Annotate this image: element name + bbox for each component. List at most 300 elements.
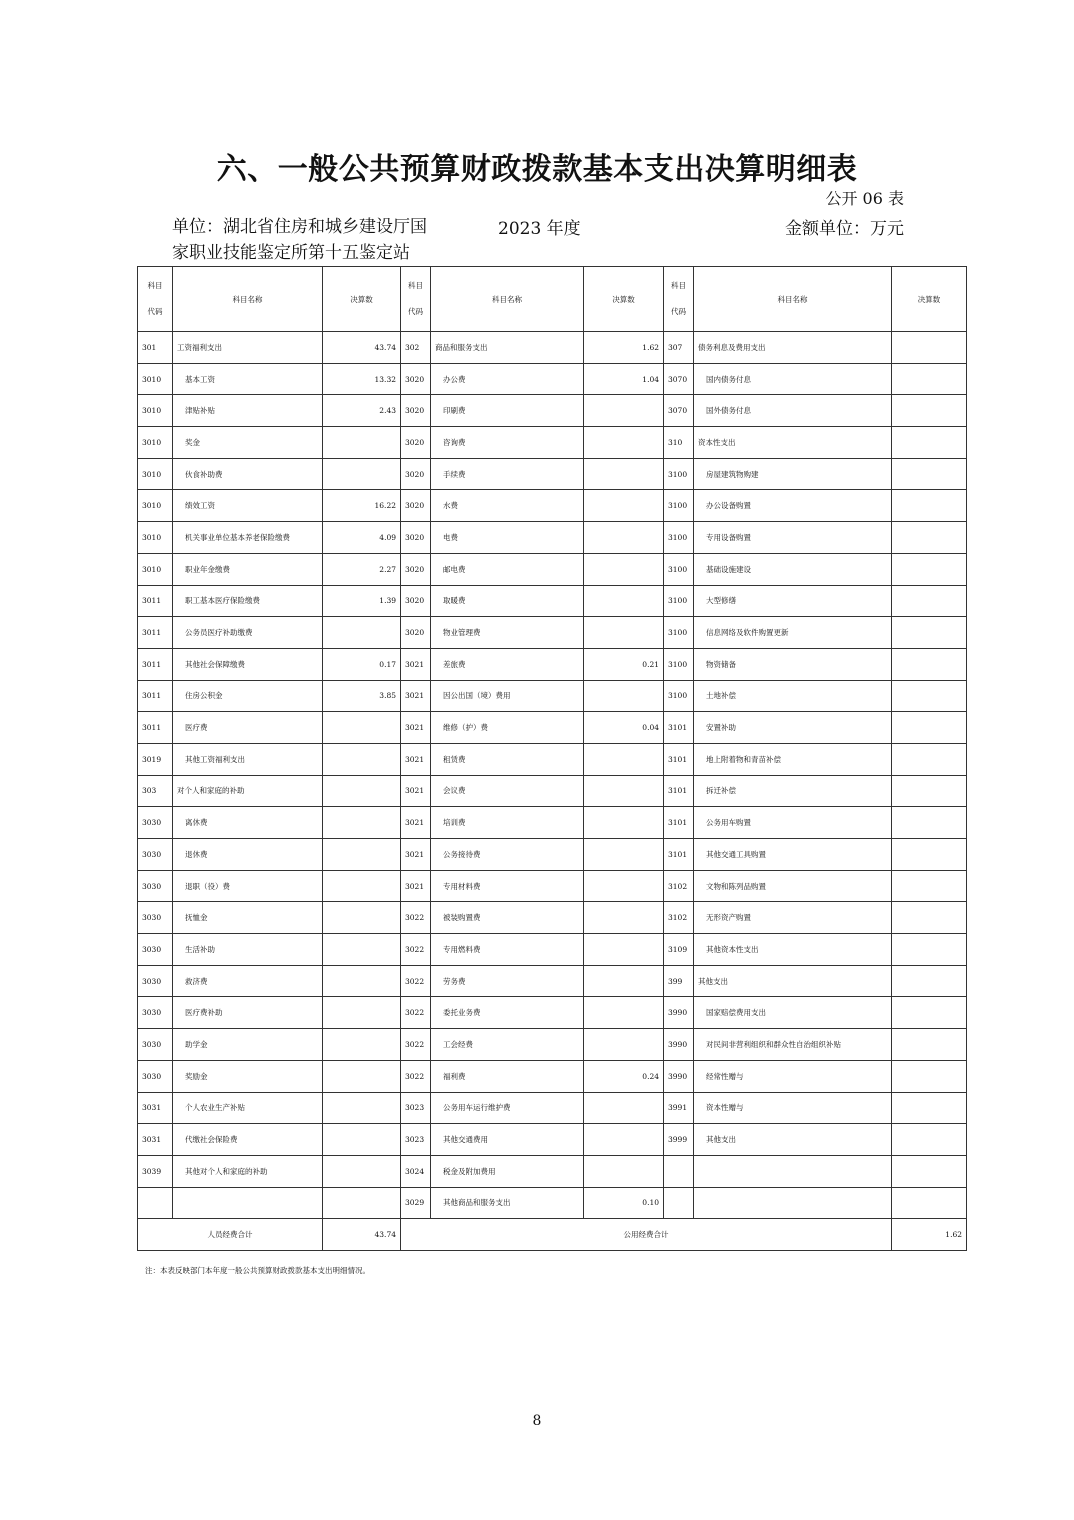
name-cell: 国内债务付息 (694, 363, 892, 395)
amount-cell (892, 648, 967, 680)
amount-cell (584, 1124, 664, 1156)
name-cell: 职工基本医疗保险缴费 (173, 585, 323, 617)
name-cell: 助学金 (173, 1029, 323, 1061)
table-row (138, 648, 967, 680)
name-cell: 专用材料费 (431, 870, 584, 902)
amount-cell (584, 1092, 664, 1124)
amount-cell: 1.39 (323, 585, 401, 617)
amount-cell (323, 1187, 401, 1219)
name-cell: 专用燃料费 (431, 934, 584, 966)
amount-cell (584, 934, 664, 966)
code-cell: 3101 (664, 712, 694, 744)
name-cell: 资本性赠与 (694, 1092, 892, 1124)
code-cell: 3999 (664, 1124, 694, 1156)
table-row (138, 1155, 967, 1187)
totals-row (138, 1219, 967, 1251)
name-cell: 基本工资 (173, 363, 323, 395)
amount-cell (892, 1029, 967, 1061)
name-cell: 拆迁补偿 (694, 775, 892, 807)
code-cell (664, 1155, 694, 1187)
code-cell: 3100 (664, 585, 694, 617)
name-cell: 大型修缮 (694, 585, 892, 617)
code-cell: 3100 (664, 490, 694, 522)
code-cell (664, 1187, 694, 1219)
name-cell: 其他资本性支出 (694, 934, 892, 966)
table-row (138, 743, 967, 775)
name-cell (694, 1187, 892, 1219)
code-cell: 3100 (664, 617, 694, 649)
name-cell: 生活补助 (173, 934, 323, 966)
amount-cell (584, 775, 664, 807)
footnote: 注：本表反映部门本年度一般公共预算财政拨款基本支出明细情况。 (145, 1266, 370, 1275)
name-cell: 工会经费 (431, 1029, 584, 1061)
code-cell: 3011 (138, 648, 173, 680)
amount-cell: 3.85 (323, 680, 401, 712)
name-cell: 津贴补贴 (173, 395, 323, 427)
name-cell: 其他社会保障缴费 (173, 648, 323, 680)
code-cell: 3070 (664, 363, 694, 395)
amount-cell (584, 902, 664, 934)
name-cell: 办公设备购置 (694, 490, 892, 522)
name-cell: 物业管理费 (431, 617, 584, 649)
name-cell: 专用设备购置 (694, 522, 892, 554)
amount-cell: 16.22 (323, 490, 401, 522)
code-cell: 3023 (401, 1124, 431, 1156)
table-row (138, 332, 967, 364)
name-cell: 离休费 (173, 807, 323, 839)
code-cell: 3020 (401, 490, 431, 522)
name-cell: 基础设施建设 (694, 553, 892, 585)
code-cell: 3023 (401, 1092, 431, 1124)
name-cell: 救济费 (173, 965, 323, 997)
amount-cell: 0.24 (584, 1060, 664, 1092)
amount-cell (323, 934, 401, 966)
amount-cell (584, 965, 664, 997)
amount-cell (323, 427, 401, 459)
table-row (138, 617, 967, 649)
code-cell: 3022 (401, 1029, 431, 1061)
amount-cell (892, 332, 967, 364)
name-cell: 无形资产购置 (694, 902, 892, 934)
name-cell: 办公费 (431, 363, 584, 395)
name-cell: 医疗费 (173, 712, 323, 744)
name-cell: 住房公积金 (173, 680, 323, 712)
amount-cell: 2.43 (323, 395, 401, 427)
code-cell: 3011 (138, 585, 173, 617)
amount-cell (892, 997, 967, 1029)
name-cell: 奖金 (173, 427, 323, 459)
name-cell: 信息网络及软件购置更新 (694, 617, 892, 649)
name-cell: 个人农业生产补贴 (173, 1092, 323, 1124)
code-cell: 3102 (664, 870, 694, 902)
amount-cell (323, 965, 401, 997)
name-cell: 债务利息及费用支出 (694, 332, 892, 364)
header-amount-2: 决算数 (584, 267, 664, 332)
code-cell: 3109 (664, 934, 694, 966)
name-cell: 奖励金 (173, 1060, 323, 1092)
code-cell: 3010 (138, 458, 173, 490)
reporting-unit-line2: 家职业技能鉴定所第十五鉴定站 (172, 243, 410, 263)
name-cell: 机关事业单位基本养老保险缴费 (173, 522, 323, 554)
name-cell: 商品和服务支出 (431, 332, 584, 364)
code-cell: 3101 (664, 775, 694, 807)
table-row (138, 680, 967, 712)
amount-cell (892, 902, 967, 934)
amount-cell (584, 1029, 664, 1061)
name-cell: 其他交通费用 (431, 1124, 584, 1156)
code-cell: 3021 (401, 712, 431, 744)
table-row (138, 490, 967, 522)
header-name-1: 科目名称 (173, 267, 323, 332)
code-cell: 3030 (138, 1029, 173, 1061)
name-cell: 公务员医疗补助缴费 (173, 617, 323, 649)
code-cell: 3020 (401, 522, 431, 554)
name-cell: 福利费 (431, 1060, 584, 1092)
name-cell: 公务用车购置 (694, 807, 892, 839)
table-row (138, 585, 967, 617)
amount-cell (323, 1092, 401, 1124)
amount-cell (892, 363, 967, 395)
name-cell: 取暖费 (431, 585, 584, 617)
table-row (138, 902, 967, 934)
amount-cell (584, 458, 664, 490)
amount-cell: 0.21 (584, 648, 664, 680)
amount-cell (584, 680, 664, 712)
amount-cell (584, 585, 664, 617)
money-unit: 金额单位：万元 (785, 219, 904, 239)
code-cell: 3100 (664, 680, 694, 712)
table-row (138, 1092, 967, 1124)
amount-cell (323, 712, 401, 744)
code-cell: 399 (664, 965, 694, 997)
table-row (138, 458, 967, 490)
name-cell: 手续费 (431, 458, 584, 490)
code-cell: 3010 (138, 490, 173, 522)
code-cell: 3030 (138, 997, 173, 1029)
public-total-value: 1.62 (892, 1219, 967, 1251)
table-row (138, 807, 967, 839)
amount-cell (584, 522, 664, 554)
name-cell: 税金及附加费用 (431, 1155, 584, 1187)
table-row (138, 395, 967, 427)
amount-cell (323, 617, 401, 649)
name-cell: 其他商品和服务支出 (431, 1187, 584, 1219)
amount-cell (584, 395, 664, 427)
header-code-top: 科目 (408, 281, 423, 290)
code-cell: 310 (664, 427, 694, 459)
code-cell: 3100 (664, 458, 694, 490)
code-cell: 3100 (664, 522, 694, 554)
code-cell: 3101 (664, 743, 694, 775)
table-row (138, 522, 967, 554)
table-row (138, 997, 967, 1029)
header-code-bottom: 代码 (147, 307, 163, 316)
code-cell: 3020 (401, 427, 431, 459)
personnel-total-label: 人员经费合计 (138, 1219, 323, 1251)
table-row (138, 1060, 967, 1092)
name-cell: 房屋建筑物购建 (694, 458, 892, 490)
amount-cell: 0.04 (584, 712, 664, 744)
code-cell: 302 (401, 332, 431, 364)
amount-cell (892, 490, 967, 522)
code-cell: 3020 (401, 553, 431, 585)
name-cell: 退职（役）费 (173, 870, 323, 902)
name-cell: 国外债务付息 (694, 395, 892, 427)
code-cell: 3022 (401, 997, 431, 1029)
public-total-label: 公用经费合计 (401, 1219, 892, 1251)
amount-cell (584, 870, 664, 902)
name-cell: 公务用车运行维护费 (431, 1092, 584, 1124)
name-cell: 电费 (431, 522, 584, 554)
amount-cell: 1.62 (584, 332, 664, 364)
code-cell: 3011 (138, 617, 173, 649)
code-cell: 3021 (401, 743, 431, 775)
code-cell: 3990 (664, 1060, 694, 1092)
amount-cell (892, 839, 967, 871)
code-cell: 3030 (138, 870, 173, 902)
amount-cell (892, 680, 967, 712)
header-code-bottom: 代码 (408, 307, 423, 316)
name-cell: 工资福利支出 (173, 332, 323, 364)
table-row (138, 839, 967, 871)
code-cell: 301 (138, 332, 173, 364)
table-row (138, 775, 967, 807)
amount-cell (323, 807, 401, 839)
name-cell (694, 1155, 892, 1187)
amount-cell (892, 1092, 967, 1124)
expenditure-detail-table (137, 266, 967, 1251)
table-row (138, 1029, 967, 1061)
amount-cell (892, 1187, 967, 1219)
code-cell: 3021 (401, 648, 431, 680)
code-cell: 3101 (664, 839, 694, 871)
code-cell: 3070 (664, 395, 694, 427)
fiscal-year: 2023 年度 (498, 219, 581, 239)
code-cell: 3030 (138, 965, 173, 997)
code-cell: 3011 (138, 680, 173, 712)
code-cell: 3010 (138, 427, 173, 459)
code-cell: 3031 (138, 1124, 173, 1156)
name-cell: 医疗费补助 (173, 997, 323, 1029)
amount-cell (323, 743, 401, 775)
amount-cell (892, 617, 967, 649)
amount-cell (892, 965, 967, 997)
amount-cell: 1.04 (584, 363, 664, 395)
name-cell: 咨询费 (431, 427, 584, 459)
amount-cell (323, 902, 401, 934)
name-cell: 绩效工资 (173, 490, 323, 522)
code-cell: 3039 (138, 1155, 173, 1187)
table-row (138, 363, 967, 395)
amount-cell (584, 743, 664, 775)
code-cell: 3019 (138, 743, 173, 775)
name-cell: 其他支出 (694, 1124, 892, 1156)
table-row (138, 712, 967, 744)
code-cell: 3020 (401, 395, 431, 427)
name-cell: 其他工资福利支出 (173, 743, 323, 775)
code-cell: 3021 (401, 807, 431, 839)
header-amount-3: 决算数 (892, 267, 967, 332)
name-cell: 劳务费 (431, 965, 584, 997)
name-cell: 国家赔偿费用支出 (694, 997, 892, 1029)
table-row (138, 965, 967, 997)
amount-cell (892, 1124, 967, 1156)
code-cell: 3030 (138, 934, 173, 966)
amount-cell (584, 617, 664, 649)
form-number: 公开 06 表 (825, 189, 904, 208)
amount-cell (584, 807, 664, 839)
name-cell: 退休费 (173, 839, 323, 871)
code-cell: 3021 (401, 680, 431, 712)
code-cell: 3031 (138, 1092, 173, 1124)
name-cell: 抚恤金 (173, 902, 323, 934)
name-cell: 委托业务费 (431, 997, 584, 1029)
amount-cell (584, 997, 664, 1029)
amount-cell (323, 1155, 401, 1187)
header-code-top: 科目 (147, 281, 163, 290)
code-cell: 3022 (401, 934, 431, 966)
amount-cell (892, 395, 967, 427)
name-cell: 安置补助 (694, 712, 892, 744)
name-cell: 维修（护）费 (431, 712, 584, 744)
amount-cell (323, 1124, 401, 1156)
code-cell: 3990 (664, 1029, 694, 1061)
amount-cell (584, 490, 664, 522)
amount-cell: 2.27 (323, 553, 401, 585)
name-cell: 经常性赠与 (694, 1060, 892, 1092)
amount-cell (892, 585, 967, 617)
name-cell: 其他支出 (694, 965, 892, 997)
code-cell: 3010 (138, 553, 173, 585)
table-row (138, 553, 967, 585)
name-cell: 其他对个人和家庭的补助 (173, 1155, 323, 1187)
code-cell: 3029 (401, 1187, 431, 1219)
code-cell: 3022 (401, 965, 431, 997)
amount-cell (584, 553, 664, 585)
code-cell: 3020 (401, 458, 431, 490)
name-cell: 租赁费 (431, 743, 584, 775)
name-cell: 公务接待费 (431, 839, 584, 871)
table-row (138, 870, 967, 902)
amount-cell (892, 712, 967, 744)
amount-cell (323, 458, 401, 490)
amount-cell (892, 743, 967, 775)
amount-cell (323, 1060, 401, 1092)
amount-cell (892, 458, 967, 490)
code-cell: 3100 (664, 553, 694, 585)
code-cell: 3020 (401, 363, 431, 395)
amount-cell (892, 934, 967, 966)
name-cell: 文物和陈列品购置 (694, 870, 892, 902)
amount-cell (323, 839, 401, 871)
name-cell: 对民间非营利组织和群众性自治组织补贴 (694, 1029, 892, 1061)
code-cell: 3102 (664, 902, 694, 934)
code-cell: 3020 (401, 585, 431, 617)
amount-cell: 0.17 (323, 648, 401, 680)
table-body (138, 267, 967, 1251)
amount-cell (584, 1155, 664, 1187)
header-name-2: 科目名称 (431, 267, 584, 332)
header-code-2 (401, 267, 431, 332)
header-code-bottom: 代码 (671, 307, 686, 316)
header-code-3 (664, 267, 694, 332)
name-cell: 会议费 (431, 775, 584, 807)
amount-cell (892, 870, 967, 902)
name-cell: 水费 (431, 490, 584, 522)
code-cell: 3030 (138, 807, 173, 839)
table-row (138, 427, 967, 459)
amount-cell (892, 553, 967, 585)
name-cell: 差旅费 (431, 648, 584, 680)
table-row (138, 934, 967, 966)
reporting-unit-line1: 单位：湖北省住房和城乡建设厅国 (172, 217, 427, 237)
code-cell: 3030 (138, 839, 173, 871)
code-cell: 3991 (664, 1092, 694, 1124)
name-cell (173, 1187, 323, 1219)
code-cell: 3100 (664, 648, 694, 680)
personnel-total-value: 43.74 (323, 1219, 401, 1251)
name-cell: 代缴社会保险费 (173, 1124, 323, 1156)
name-cell: 资本性支出 (694, 427, 892, 459)
code-cell: 3030 (138, 1060, 173, 1092)
name-cell: 印刷费 (431, 395, 584, 427)
code-cell: 3022 (401, 1060, 431, 1092)
code-cell: 3101 (664, 807, 694, 839)
table-header-row (138, 267, 967, 332)
code-cell: 3010 (138, 363, 173, 395)
name-cell: 职业年金缴费 (173, 553, 323, 585)
code-cell: 3020 (401, 617, 431, 649)
table-row (138, 1124, 967, 1156)
amount-cell (892, 1155, 967, 1187)
code-cell: 3011 (138, 712, 173, 744)
name-cell: 伙食补助费 (173, 458, 323, 490)
amount-cell: 0.10 (584, 1187, 664, 1219)
name-cell: 土地补偿 (694, 680, 892, 712)
code-cell: 3021 (401, 839, 431, 871)
amount-cell: 43.74 (323, 332, 401, 364)
code-cell: 3021 (401, 870, 431, 902)
header-name-3: 科目名称 (694, 267, 892, 332)
code-cell: 307 (664, 332, 694, 364)
header-code-1 (138, 267, 173, 332)
amount-cell (323, 997, 401, 1029)
code-cell: 3010 (138, 522, 173, 554)
amount-cell (323, 1029, 401, 1061)
amount-cell: 13.32 (323, 363, 401, 395)
code-cell: 3024 (401, 1155, 431, 1187)
amount-cell (584, 427, 664, 459)
name-cell: 邮电费 (431, 553, 584, 585)
name-cell: 被装购置费 (431, 902, 584, 934)
page-title: 六、一般公共预算财政拨款基本支出决算明细表 (216, 152, 858, 187)
amount-cell (323, 870, 401, 902)
table-row (138, 1187, 967, 1219)
reporting-unit (172, 214, 452, 266)
code-cell: 3022 (401, 902, 431, 934)
code-cell: 3030 (138, 902, 173, 934)
amount-cell: 4.09 (323, 522, 401, 554)
header-code-top: 科目 (671, 281, 686, 290)
code-cell (138, 1187, 173, 1219)
name-cell: 地上附着物和青苗补偿 (694, 743, 892, 775)
amount-cell (892, 427, 967, 459)
amount-cell (323, 775, 401, 807)
amount-cell (892, 522, 967, 554)
code-cell: 303 (138, 775, 173, 807)
code-cell: 3010 (138, 395, 173, 427)
page-number: 8 (532, 1413, 542, 1429)
